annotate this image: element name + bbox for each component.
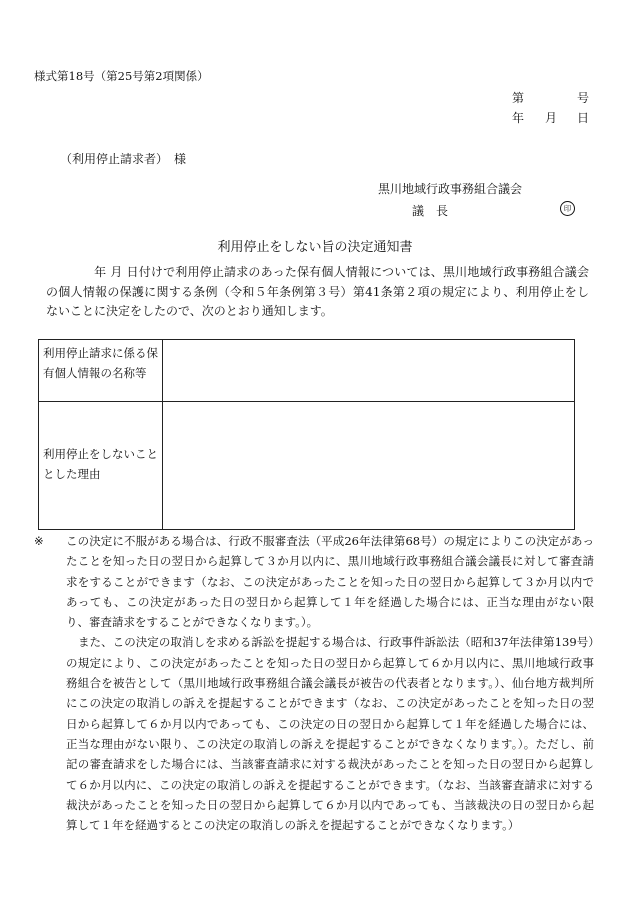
note-paragraph-1 [46, 531, 594, 632]
note-mark: ※ [34, 534, 44, 548]
form-number: 様式第18号（第25号第2項関係） [34, 69, 209, 83]
date-day: 日 [576, 111, 589, 125]
sender-title: 議 長 [412, 204, 449, 218]
date-year: 年 [512, 111, 525, 125]
table-divider-horizontal [39, 401, 574, 402]
document-title: 利用停止をしない旨の決定通知書 [217, 240, 413, 255]
note-paragraph-2 [46, 632, 594, 835]
number-suffix: 号 [576, 91, 589, 105]
body-text: 年 月 日付けで利用停止請求のあった保有個人情報については、黒川地域行政事務組合議会の個人情報の保護に関する条例（令和５年条例第３号）第41条第２項の規定により、利用停止をしないことに決定をしたので、次のとおり通知します。 [46, 265, 589, 318]
date-month: 月 [545, 111, 558, 125]
document-number-line [512, 89, 589, 106]
table-divider-vertical [162, 340, 163, 529]
note-text-1: この決定に不服がある場合は、行政不服審査法（平成26年法律第68号）の規定によりこの決定があったことを知った日の翌日から起算して３か月以内に、黒川地域行政事務組合議会議長に対して審査請求をすることができます（なお、この決定があったことを知った日の翌日から起算して３か月以内であっても、この決定があった日の翌日から起算して１年を経過した場合には、正当な理由がない限り、審査請求をすることができなくなります。）。 [66, 534, 594, 630]
notes-section [34, 531, 594, 835]
body-paragraph [46, 263, 589, 322]
info-table [38, 339, 575, 530]
note-text-2: また、この決定の取消しを求める訴訟を提起する場合は、行政事件訴訟法（昭和37年法律第139号）の規定により、この決定があったことを知った日の翌日から起算して６か月以内に、黒川地域行政事務組合を被告として（黒川地域行政事務組合議会議長が被告の代表者となります。）、仙台地方裁判所にこの決定の取消しの訴えを提起することができます（なお、この決定があったことを知った日の翌日から起算して６か月以内であっても、この決定の日の翌日から起算して１年を経過した場合には、正当な理由がない限り、この決定の取消しの訴えを提起することができなくなります。）。ただし、前記の審査請求をした場合には、当該審査請求に対する裁決があったことを知った日の翌日から起算して６か月以内に、この決定の取消しの訴えを提起することができます。（なお、当該審査請求に対する裁決があったことを知った日の翌日から起算して６か月以内であっても、当該裁決の日の翌日から起算して１年を経過するとこの決定の取消しの訴えを提起することができなくなります。） [66, 635, 594, 833]
number-prefix: 第 [512, 91, 525, 105]
sender-organization: 黒川地域行政事務組合議会 [378, 182, 523, 196]
addressee: （利用停止請求者） 様 [60, 152, 187, 166]
row-label-reason: 利用停止をしないこととした理由 [43, 447, 158, 481]
row-label-info-name: 利用停止請求に係る保有個人情報の名称等 [43, 346, 158, 380]
seal-mark: 印 [560, 201, 575, 216]
